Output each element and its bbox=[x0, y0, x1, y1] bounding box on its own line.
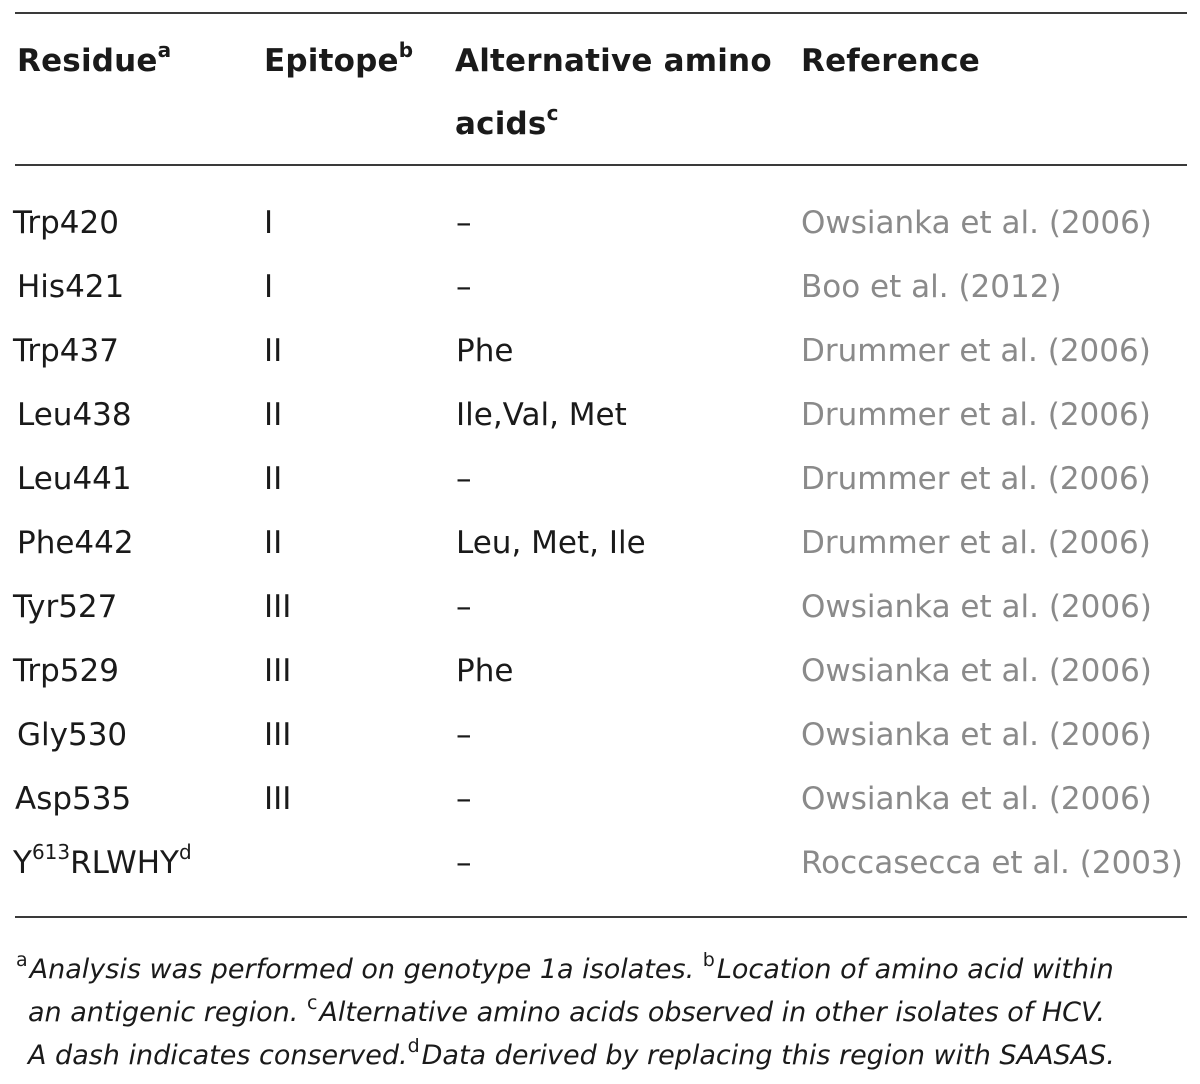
table-cell-residue: Asp535 bbox=[15, 781, 132, 817]
table-cell-residue: Leu441 bbox=[17, 461, 132, 497]
table-cell-residue: Trp437 bbox=[13, 333, 119, 369]
table-cell-reference[interactable]: Roccasecca et al. (2003) bbox=[801, 845, 1183, 881]
table-cell-reference[interactable]: Owsianka et al. (2006) bbox=[801, 653, 1152, 689]
table-top-rule bbox=[15, 12, 1187, 14]
table-cell-reference[interactable]: Drummer et al. (2006) bbox=[801, 461, 1151, 497]
footnote-line-1: $^a$Analysis was performed on genotype 1a isolates. $^b$Location of amino acid within bbox=[16, 949, 1114, 985]
table-cell-alternative: – bbox=[456, 269, 472, 305]
table-cell-epitope: I bbox=[264, 205, 274, 241]
table-header-rule bbox=[15, 164, 1187, 166]
header-alternative-amino-acids: Alternative amino acids$^c$ bbox=[455, 43, 772, 142]
table-cell-residue: Tyr527 bbox=[13, 589, 118, 625]
footnote-line-3: A dash indicates conserved.$^d$Data derived by replacing this region with SAASAS. bbox=[28, 1035, 1115, 1071]
table-cell-residue: Phe442 bbox=[17, 525, 134, 561]
table-cell-epitope: II bbox=[264, 525, 283, 561]
table-cell-residue: Leu438 bbox=[17, 397, 132, 433]
table-bottom-rule bbox=[15, 916, 1187, 918]
table-cell-alternative: Leu, Met, Ile bbox=[456, 525, 646, 561]
header-reference: Reference bbox=[801, 43, 980, 79]
table-cell-alternative: – bbox=[456, 205, 472, 241]
table-cell-residue: Trp420 bbox=[13, 205, 119, 241]
table-cell-epitope: II bbox=[264, 333, 283, 369]
table-cell-reference[interactable]: Owsianka et al. (2006) bbox=[801, 589, 1152, 625]
table-cell-epitope: III bbox=[264, 589, 292, 625]
table-cell-reference[interactable]: Drummer et al. (2006) bbox=[801, 333, 1151, 369]
table-cell-reference[interactable]: Boo et al. (2012) bbox=[801, 269, 1062, 305]
table-cell-epitope: II bbox=[264, 461, 283, 497]
table-cell-residue: His421 bbox=[17, 269, 125, 305]
table-cell-epitope: I bbox=[264, 269, 274, 305]
table-cell-reference[interactable]: Owsianka et al. (2006) bbox=[801, 781, 1152, 817]
table-cell-epitope: III bbox=[264, 781, 292, 817]
table-cell-alternative: – bbox=[456, 461, 472, 497]
table-cell-alternative: – bbox=[456, 717, 472, 753]
table-cell-alternative: – bbox=[456, 589, 472, 625]
header-residue: Residue$^a$ bbox=[17, 38, 172, 79]
table-cell-reference[interactable]: Drummer et al. (2006) bbox=[801, 397, 1151, 433]
table-cell-reference[interactable]: Owsianka et al. (2006) bbox=[801, 717, 1152, 753]
table-cell-residue: Gly530 bbox=[17, 717, 128, 753]
table-cell-reference[interactable]: Owsianka et al. (2006) bbox=[801, 205, 1152, 241]
table-cell-residue: Trp529 bbox=[13, 653, 119, 689]
table-cell-epitope: III bbox=[264, 653, 292, 689]
table-cell-reference[interactable]: Drummer et al. (2006) bbox=[801, 525, 1151, 561]
header-epitope: Epitope$^b$ bbox=[264, 38, 414, 79]
table-footnotes bbox=[16, 948, 1192, 1077]
table-cell-epitope: III bbox=[264, 717, 292, 753]
table-cell-alternative: Phe bbox=[456, 333, 514, 369]
footnote-line-2: an antigenic region. $^c$Alternative amino acids observed in other isolates of HCV. bbox=[28, 992, 1105, 1028]
table-cell-epitope: II bbox=[264, 397, 283, 433]
table-cell-alternative: – bbox=[456, 845, 472, 881]
table-cell-residue: $Y^{613}RLWHY^d$ bbox=[13, 840, 192, 881]
table-cell-alternative: – bbox=[456, 781, 472, 817]
table-cell-alternative: Phe bbox=[456, 653, 514, 689]
table-cell-alternative: Ile,Val, Met bbox=[456, 397, 627, 433]
